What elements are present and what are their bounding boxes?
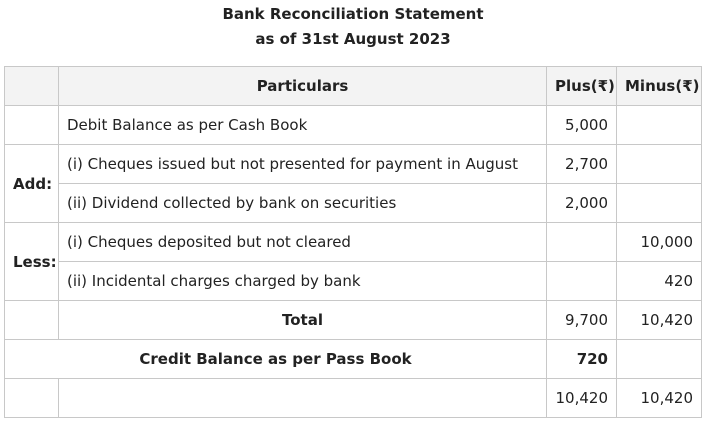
total-plus: 9,700 (547, 301, 617, 340)
row-minus: 420 (617, 262, 702, 301)
row-plus (547, 262, 617, 301)
row-label-empty (5, 379, 59, 418)
table-row-grand-total (5, 379, 702, 418)
header-row (5, 67, 702, 106)
table-row-closing-balance (5, 340, 702, 379)
row-minus (617, 145, 702, 184)
header-minus: Minus(₹) (617, 67, 702, 106)
row-particulars: (i) Cheques issued but not presented for payment in August (59, 145, 547, 184)
table-row-add-2 (5, 184, 702, 223)
row-minus: 10,000 (617, 223, 702, 262)
header-plus: Plus(₹) (547, 67, 617, 106)
grand-particulars (59, 379, 547, 418)
row-label-empty (5, 106, 59, 145)
row-plus (547, 223, 617, 262)
table-row-add-1 (5, 145, 702, 184)
statement-title: Bank Reconciliation Statement (222, 5, 484, 23)
grand-minus: 10,420 (617, 379, 702, 418)
table-row-less-2 (5, 262, 702, 301)
table-row-total (5, 301, 702, 340)
table-row-opening-balance (5, 106, 702, 145)
closing-minus (617, 340, 702, 379)
grand-plus: 10,420 (547, 379, 617, 418)
row-particulars: (i) Cheques deposited but not cleared (59, 223, 547, 262)
row-particulars: (ii) Incidental charges charged by bank (59, 262, 547, 301)
header-particulars: Particulars (59, 67, 547, 106)
row-plus: 2,700 (547, 145, 617, 184)
row-minus (617, 184, 702, 223)
add-label: Add: (5, 145, 59, 223)
row-particulars: Debit Balance as per Cash Book (59, 106, 547, 145)
statement-date: as of 31st August 2023 (255, 30, 451, 48)
row-plus: 2,000 (547, 184, 617, 223)
reconciliation-table (4, 66, 702, 418)
header-blank (5, 67, 59, 106)
less-label: Less: (5, 223, 59, 301)
row-particulars: (ii) Dividend collected by bank on securities (59, 184, 547, 223)
row-label-empty (5, 301, 59, 340)
table-row-less-1 (5, 223, 702, 262)
row-plus: 5,000 (547, 106, 617, 145)
total-label: Total (59, 301, 547, 340)
closing-balance-label: Credit Balance as per Pass Book (5, 340, 547, 379)
total-minus: 10,420 (617, 301, 702, 340)
row-minus (617, 106, 702, 145)
closing-plus: 720 (547, 340, 617, 379)
